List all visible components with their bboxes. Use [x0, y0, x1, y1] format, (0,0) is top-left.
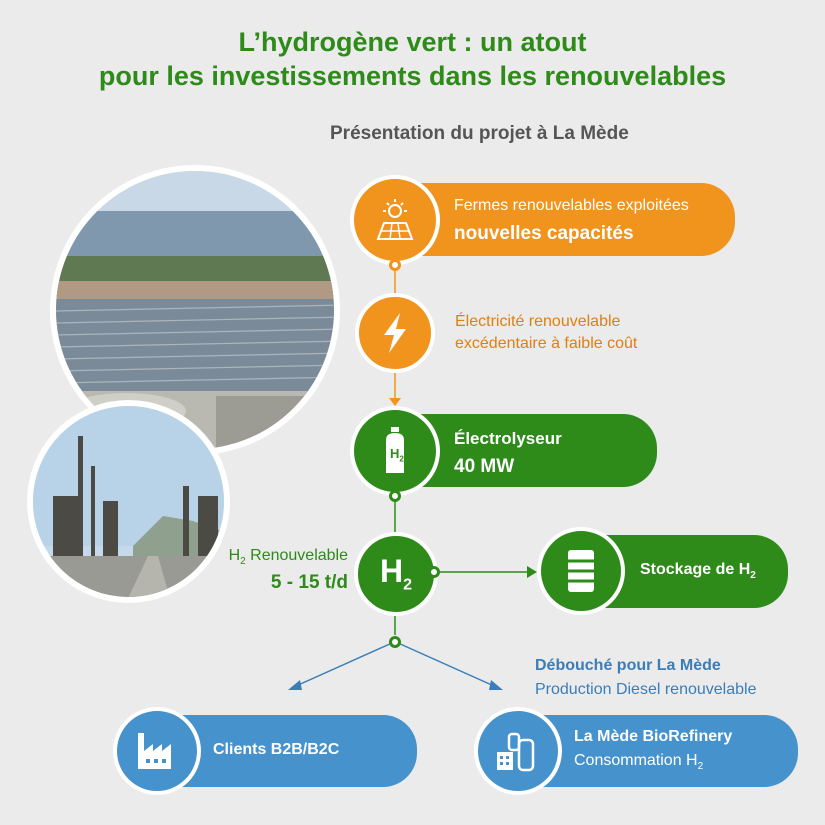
- factory-icon: [134, 731, 180, 771]
- title-line-2: pour les investissements dans les renouvelables: [98, 61, 727, 91]
- farms-line-1: Fermes renouvelables exploitées: [454, 197, 689, 214]
- hydrogen-circle: [354, 532, 438, 616]
- connector-dot: [389, 490, 401, 502]
- storage-circle: [537, 527, 625, 615]
- outlet-line-2: Production Diesel renouvelable: [535, 681, 757, 698]
- connector-dot: [389, 636, 401, 648]
- electricity-text: [455, 311, 637, 355]
- connector-dot: [389, 259, 401, 271]
- hydrogen-value: 5 - 15 t/d: [270, 572, 348, 593]
- connector-dot: [428, 566, 440, 578]
- farms-circle: [350, 175, 440, 265]
- clients-label: Clients B2B/B2C: [213, 741, 340, 758]
- farms-box: [392, 183, 735, 256]
- cylinder-label: $H_2$: [390, 446, 404, 464]
- electricity-circle: [355, 293, 435, 373]
- biorefinery-line-2: Consommation $H_2$: [574, 752, 704, 773]
- electrolyser-line-1: Électrolyseur: [454, 429, 562, 448]
- subtitle: Présentation du projet à La Mède: [330, 123, 629, 144]
- electricity-line-1: Électricité renouvelable: [455, 313, 621, 330]
- biorefinery-circle: [474, 707, 562, 795]
- lightning-bolt-icon: [378, 311, 412, 355]
- farms-line-2: nouvelles capacités: [454, 223, 634, 244]
- hydrogen-label: $H_2$ Renouvelable: [228, 547, 348, 568]
- solar-panel-sun-icon: [372, 197, 418, 243]
- electrolyser-circle: [350, 406, 440, 496]
- storage-barrel-icon: [566, 549, 596, 593]
- electrolyser-line-2: 40 MW: [454, 456, 515, 477]
- title-line-1: L’hydrogène vert : un atout: [238, 27, 587, 57]
- biorefinery-line-1: La Mède BioRefinery: [574, 728, 733, 745]
- clients-circle: [113, 707, 201, 795]
- refinery-icon: [495, 730, 541, 772]
- outlet-line-1: Débouché pour La Mède: [535, 657, 721, 674]
- storage-label: Stockage de $H_2$: [640, 561, 756, 582]
- h2-molecule-icon: $H_2$: [379, 553, 412, 594]
- refinery-photo: [27, 400, 230, 603]
- electricity-line-2: excédentaire à faible coût: [455, 335, 638, 352]
